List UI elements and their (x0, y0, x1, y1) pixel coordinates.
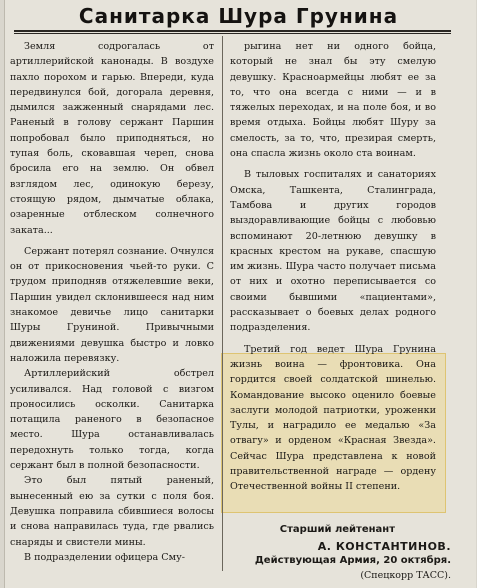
column-divider (222, 36, 223, 571)
headline: Санитарка Шура Грунина (78, 4, 399, 28)
paragraph: Третий год ведет Шура Грунина жизнь воина — фронтовика. Она гордится своей солдатской шинелью. Командование высоко оценило боевые заслуги молодой патриотки, уроженки Тулы, и наградило ее медалью «За отвагу» и орденом «Красная Звезда». Сейчас Шура представлена к новой правительственной награде — ордену Отечественной войны II степени. (230, 343, 436, 493)
paragraph: Земля содрогалась от артиллерийской канонады. В воздухе пахло порохом и гарью. Впереди, куда передвинулся бой, догорала деревня, дымился зажженный снарядами лес. Раненый в голову сержант Паршин попробовал было приподняться, но тупая боль, сковавшая череп, снова бросила его на землю. Он обвел взглядом лес, одинокую березу, стоящую рядом, дымчатые облака, озаренные отблеском солнечного заката... (10, 41, 214, 236)
paragraph: Это был пятый раненый, вынесенный ею за сутки с поля боя. Девушка поправила сбившиеся волосы и снова направилась туда, где рвались снаряды и свистели мины. (10, 475, 214, 548)
left-column (10, 39, 214, 565)
headline-rule-thin (14, 33, 451, 34)
paragraph: рыгина нет ни одного бойца, который не знал бы эту смелую девушку. Красноармейцы любят ее за то, что она всегда с ними — и в тяжелых переходах, и на поле боя, и во время отдыха. Бойцы любят Шуру за смелость, за то, что, презирая смерть, она спасла жизнь около ста воинам. (230, 41, 436, 160)
headline-rule (14, 30, 451, 32)
paragraph: В тыловых госпиталях и санаториях Омска, Ташкента, Сталинграда, Тамбова и других городов выздоравливающие бойцы с любовью вспоминают 20-летнюю девушку в красных крестом на рукаве, спасшую им жизнь. Шура часто получает письма от них и охотно переписывается со своими бывшими «пациентами», рассказывает о боевых делах родного подразделения. (230, 169, 436, 334)
author-rank: Старший лейтенант (279, 524, 395, 535)
author-name: А. КОНСТАНТИНОВ. (317, 540, 451, 553)
paragraph: В подразделении офицера Сму- (24, 551, 185, 563)
agency-credit: (Спецкорр ТАСС). (360, 570, 451, 581)
dateline: Действующая Армия, 20 октября. (254, 555, 451, 566)
paragraph: Сержант потерял сознание. Очнулся он от прикосновения чьей-то руки. С трудом приподняв отяжелевшие веки, Паршин увидел склонившееся над ним знакомое девичье лицо санитарки Шуры Груниной. Привычными движениями девушка быстро и ловко наложила перевязку. (10, 245, 214, 364)
paragraph: Артиллерийский обстрел усиливался. Над головой с визгом проносились осколки. Санитарка потащила раненого в безопасное место. Шура останавливалась передохнуть только тогда, когда сержант был в полной безопасности. (10, 368, 214, 472)
right-column (230, 39, 436, 495)
